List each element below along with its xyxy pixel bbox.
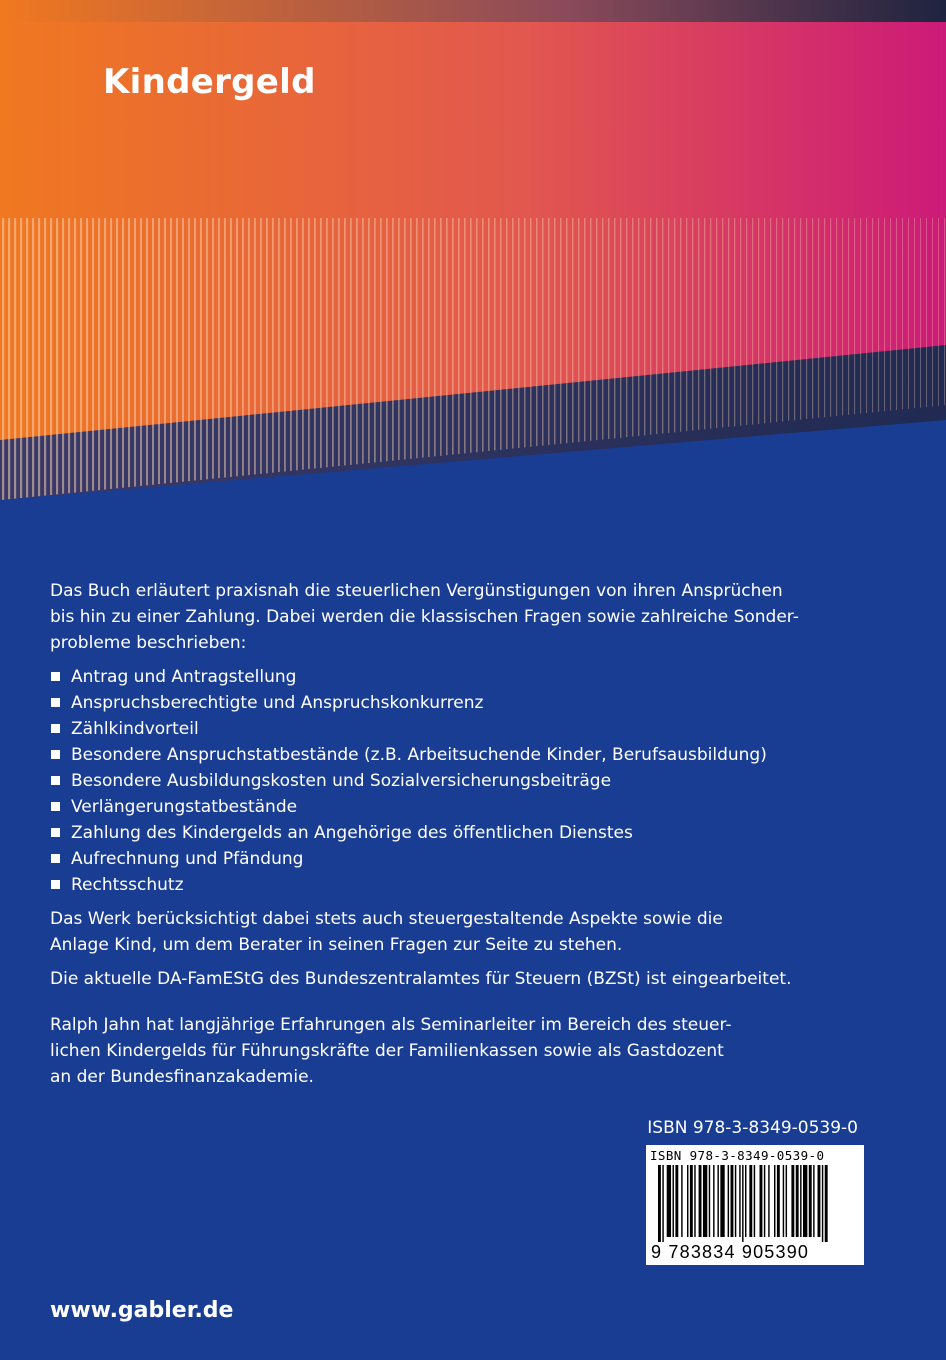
stripe-line bbox=[590, 218, 591, 441]
barcode bbox=[646, 1145, 864, 1265]
stripe-line bbox=[170, 218, 172, 483]
stripe-line bbox=[620, 218, 621, 438]
paragraph-anlage-kind: Das Werk berücksichtigt dabei stets auch steuergestaltende Aspekte sowie die Anlage Kind, um dem Berater in seinen Fragen zur Seite zu stehen. bbox=[50, 909, 723, 955]
barcode-bar bbox=[739, 1165, 740, 1237]
stripe-line bbox=[656, 218, 657, 434]
stripe-line bbox=[794, 218, 795, 420]
stripe-line bbox=[614, 218, 615, 438]
stripe-line bbox=[824, 218, 825, 417]
stripe-line bbox=[38, 218, 40, 496]
stripe-line bbox=[374, 218, 376, 462]
stripe-line bbox=[650, 218, 651, 435]
barcode-bar bbox=[742, 1165, 743, 1243]
stripe-line bbox=[266, 218, 268, 473]
barcode-bar bbox=[667, 1165, 671, 1237]
stripe-line bbox=[692, 218, 693, 431]
stripe-line bbox=[764, 218, 765, 423]
stripe-line bbox=[674, 218, 675, 432]
stripe-line bbox=[788, 218, 789, 421]
barcode-bar bbox=[735, 1165, 736, 1237]
stripe-line bbox=[926, 218, 927, 407]
barcode-isbn-text: ISBN 978-3-8349-0539-0 bbox=[650, 1148, 825, 1163]
stripe-line bbox=[164, 218, 166, 484]
barcode-bar bbox=[694, 1165, 695, 1237]
list-item: Rechtsschutz bbox=[50, 872, 870, 898]
stripe-line bbox=[914, 218, 915, 408]
stripe-line bbox=[338, 218, 340, 466]
stripe-line bbox=[944, 218, 945, 405]
stripe-line bbox=[812, 218, 813, 418]
stripe-line bbox=[806, 218, 807, 419]
barcode-bar bbox=[681, 1165, 682, 1237]
bullet-square-icon bbox=[51, 672, 60, 681]
stripe-line bbox=[128, 218, 130, 487]
stripe-line bbox=[932, 218, 933, 406]
stripe-line bbox=[404, 218, 406, 459]
stripe-line bbox=[380, 218, 382, 462]
stripe-line bbox=[110, 218, 112, 489]
barcode-bar bbox=[786, 1165, 787, 1237]
stripe-line bbox=[14, 218, 16, 499]
stripe-line bbox=[836, 218, 837, 416]
stripe-line bbox=[290, 218, 292, 471]
stripe-line bbox=[908, 218, 909, 409]
stripe-line bbox=[740, 218, 741, 426]
isbn-label: ISBN 978-3-8349-0539-0 bbox=[647, 1118, 858, 1138]
stripe-line bbox=[938, 218, 939, 406]
barcode-bar bbox=[768, 1165, 769, 1237]
stripe-line bbox=[866, 218, 867, 413]
stripe-line bbox=[8, 218, 10, 499]
stripe-line bbox=[704, 218, 705, 429]
stripe-line bbox=[584, 218, 585, 441]
stripe-line bbox=[230, 218, 232, 477]
stripe-line bbox=[752, 218, 753, 424]
stripe-line bbox=[842, 218, 843, 415]
stripe-line bbox=[320, 218, 322, 468]
stripe-line bbox=[470, 218, 472, 453]
stripe-line bbox=[194, 218, 196, 481]
stripe-line bbox=[554, 218, 555, 444]
barcode-bar bbox=[745, 1165, 746, 1237]
stripe-line bbox=[662, 218, 663, 434]
stripe-line bbox=[758, 218, 759, 424]
barcode-bar bbox=[703, 1165, 707, 1237]
stripe-line bbox=[686, 218, 687, 431]
stripe-line bbox=[248, 218, 250, 475]
barcode-bar bbox=[809, 1165, 812, 1237]
stripe-line bbox=[632, 218, 633, 437]
stripe-line bbox=[44, 218, 46, 496]
stripe-line bbox=[272, 218, 274, 473]
barcode-bar bbox=[754, 1165, 755, 1237]
stripe-line bbox=[776, 218, 777, 422]
stripe-line bbox=[350, 218, 352, 465]
bullet-square-icon bbox=[51, 880, 60, 889]
stripe-line bbox=[92, 218, 94, 491]
barcode-bar bbox=[709, 1165, 710, 1237]
barcode-bar bbox=[764, 1165, 765, 1237]
stripe-line bbox=[326, 218, 328, 467]
stripe-line bbox=[890, 218, 891, 411]
stripe-line bbox=[506, 218, 508, 449]
stripe-line bbox=[188, 218, 190, 481]
stripe-line bbox=[884, 218, 885, 411]
stripe-line bbox=[668, 218, 669, 433]
stripe-line bbox=[578, 218, 579, 442]
barcode-digits: 9 783834 905390 bbox=[651, 1242, 861, 1263]
stripe-line bbox=[68, 218, 70, 493]
barcode-bar bbox=[690, 1165, 693, 1237]
stripe-line bbox=[260, 218, 262, 474]
stripe-line bbox=[332, 218, 334, 467]
stripe-line bbox=[860, 218, 861, 414]
barcode-bar bbox=[675, 1165, 678, 1237]
stripe-line bbox=[56, 218, 58, 494]
barcode-bar bbox=[813, 1165, 814, 1237]
stripe-line bbox=[596, 218, 597, 440]
stripe-line bbox=[314, 218, 316, 468]
stripe-line bbox=[548, 218, 550, 445]
stripe-line bbox=[422, 218, 424, 458]
stripe-line bbox=[284, 218, 286, 471]
barcode-bars bbox=[646, 1165, 864, 1243]
stripe-line bbox=[440, 218, 442, 456]
list-item: Aufrechnung und Pfändung bbox=[50, 846, 870, 872]
barcode-bar bbox=[818, 1165, 821, 1237]
stripe-line bbox=[446, 218, 448, 455]
barcode-bar bbox=[774, 1165, 775, 1237]
stripe-line bbox=[134, 218, 136, 487]
stripe-line bbox=[848, 218, 849, 415]
barcode-bar bbox=[713, 1165, 714, 1237]
stripe-line bbox=[800, 218, 801, 420]
barcode-bar bbox=[777, 1165, 780, 1237]
stripe-line bbox=[206, 218, 208, 479]
barcode-bar bbox=[749, 1165, 752, 1237]
stripe-line bbox=[428, 218, 430, 457]
stripe-line bbox=[398, 218, 400, 460]
stripe-line bbox=[920, 218, 921, 408]
barcode-bar bbox=[731, 1165, 734, 1237]
barcode-bar bbox=[796, 1165, 799, 1237]
stripe-line bbox=[698, 218, 699, 430]
stripe-line bbox=[176, 218, 178, 482]
stripe-line bbox=[104, 218, 106, 490]
stripe-line bbox=[734, 218, 735, 426]
stripe-line bbox=[86, 218, 88, 491]
list-item: Verlängerungstatbestände bbox=[50, 794, 870, 820]
stripe-line bbox=[308, 218, 310, 469]
stripe-line bbox=[830, 218, 831, 417]
stripe-line bbox=[296, 218, 298, 470]
list-item: Zählkindvorteil bbox=[50, 716, 870, 742]
stripe-line bbox=[530, 218, 532, 447]
book-title: Kindergeld bbox=[103, 62, 316, 102]
list-item: Zahlung des Kindergelds an Angehörige des öffentlichen Dienstes bbox=[50, 820, 870, 846]
barcode-bar bbox=[728, 1165, 729, 1237]
stripe-line bbox=[566, 218, 567, 443]
stripe-line bbox=[902, 218, 903, 409]
stripe-line bbox=[200, 218, 202, 480]
stripe-line bbox=[50, 218, 52, 495]
stripe-line bbox=[710, 218, 711, 429]
stripe-line bbox=[896, 218, 897, 410]
stripe-line bbox=[476, 218, 478, 452]
publisher-website: www.gabler.de bbox=[50, 1298, 234, 1323]
stripe-line bbox=[644, 218, 645, 435]
stripe-line bbox=[212, 218, 214, 479]
barcode-bar bbox=[803, 1165, 807, 1237]
stripe-line bbox=[32, 218, 34, 497]
stripe-line bbox=[500, 218, 502, 450]
bullet-square-icon bbox=[51, 698, 60, 707]
stripe-line bbox=[368, 218, 370, 463]
stripe-line bbox=[344, 218, 346, 465]
stripe-line bbox=[434, 218, 436, 456]
bullet-square-icon bbox=[51, 724, 60, 733]
stripe-line bbox=[524, 218, 526, 447]
stripe-line bbox=[488, 218, 490, 451]
stripe-line bbox=[236, 218, 238, 476]
stripe-line bbox=[608, 218, 609, 439]
stripe-line bbox=[410, 218, 412, 459]
barcode-bar bbox=[760, 1165, 763, 1237]
stripe-line bbox=[728, 218, 729, 427]
stripe-line bbox=[158, 218, 160, 484]
stripe-line bbox=[536, 218, 538, 446]
stripe-line bbox=[392, 218, 394, 461]
stripe-line bbox=[872, 218, 873, 412]
stripe-line bbox=[458, 218, 460, 454]
stripe-line bbox=[452, 218, 454, 455]
barcode-bar bbox=[662, 1165, 663, 1243]
stripe-line bbox=[26, 218, 28, 497]
list-item: Antrag und Antragstellung bbox=[50, 664, 870, 690]
stripe-line bbox=[464, 218, 466, 453]
stripe-line bbox=[494, 218, 496, 450]
author-bio: Ralph Jahn hat langjährige Erfahrungen als Seminarleiter im Bereich des steuer- lichen Kindergelds für Führungskräfte der Familienkassen sowie als Gastdozent an der Bundesfinanzakademie. bbox=[50, 1015, 732, 1087]
paragraph-bzst: Die aktuelle DA-FamEStG des Bundeszentralamtes für Steuern (BZSt) ist eingearbeitet. bbox=[50, 969, 792, 989]
stripe-line bbox=[572, 218, 573, 443]
stripe-line bbox=[182, 218, 184, 482]
stripe-line bbox=[278, 218, 280, 472]
stripe-line bbox=[770, 218, 771, 423]
list-item: Besondere Anspruchstatbestände (z.B. Arbeitsuchende Kinder, Berufsausbildung) bbox=[50, 742, 870, 768]
stripe-line bbox=[416, 218, 418, 458]
stripe-line bbox=[746, 218, 747, 425]
barcode-bar bbox=[720, 1165, 724, 1237]
stripe-line bbox=[626, 218, 627, 437]
barcode-bar bbox=[699, 1165, 702, 1237]
bullet-square-icon bbox=[51, 828, 60, 837]
description-block bbox=[50, 578, 870, 1090]
stripe-line bbox=[716, 218, 717, 428]
bullet-square-icon bbox=[51, 854, 60, 863]
stripe-line bbox=[386, 218, 388, 461]
stripe-line bbox=[98, 218, 100, 490]
stripe-line bbox=[560, 218, 561, 444]
stripe-line bbox=[542, 218, 544, 446]
barcode-bar bbox=[673, 1165, 674, 1237]
stripe-line bbox=[2, 218, 4, 500]
stripe-line bbox=[356, 218, 358, 464]
stripe-line bbox=[152, 218, 154, 485]
stripe-line bbox=[362, 218, 364, 464]
barcode-bar bbox=[791, 1165, 794, 1237]
stripe-line bbox=[302, 218, 304, 470]
stripe-line bbox=[242, 218, 244, 476]
stripe-line bbox=[722, 218, 723, 427]
list-item: Besondere Ausbildungskosten und Sozialversicherungsbeiträge bbox=[50, 768, 870, 794]
stripe-line bbox=[62, 218, 64, 494]
stripe-line bbox=[122, 218, 124, 488]
stripe-line bbox=[854, 218, 855, 414]
stripe-line bbox=[20, 218, 22, 498]
bullet-square-icon bbox=[51, 802, 60, 811]
stripe-line bbox=[80, 218, 82, 492]
barcode-bar bbox=[717, 1165, 718, 1237]
stripe-line bbox=[146, 218, 148, 485]
barcode-bar bbox=[783, 1165, 784, 1237]
stripe-line bbox=[782, 218, 783, 421]
topic-list bbox=[50, 664, 870, 898]
stripe-line bbox=[116, 218, 118, 488]
stripe-line bbox=[218, 218, 220, 478]
barcode-bar bbox=[800, 1165, 801, 1237]
stripe-line bbox=[482, 218, 484, 452]
stripe-line bbox=[602, 218, 603, 440]
stripe-line bbox=[638, 218, 639, 436]
barcode-bar bbox=[822, 1165, 823, 1243]
intro-paragraph: Das Buch erläutert praxisnah die steuerlichen Vergünstigungen von ihren Ansprüchen bis hin zu einer Zahlung. Dabei werden die klassischen Fragen sowie zahlreiche Sonder- probleme beschrieben: bbox=[50, 581, 799, 653]
barcode-bar bbox=[825, 1165, 828, 1243]
stripe-line bbox=[74, 218, 76, 493]
stripe-line bbox=[518, 218, 520, 448]
stripe-line bbox=[140, 218, 142, 486]
barcode-bar bbox=[687, 1165, 688, 1237]
bullet-square-icon bbox=[51, 776, 60, 785]
stripe-line bbox=[512, 218, 514, 449]
stripe-line bbox=[224, 218, 226, 478]
stripe-line bbox=[878, 218, 879, 412]
stripe-line bbox=[818, 218, 819, 418]
barcode-bar bbox=[658, 1165, 661, 1243]
bullet-square-icon bbox=[51, 750, 60, 759]
stripe-line bbox=[680, 218, 681, 432]
stripe-line bbox=[254, 218, 256, 474]
list-item: Anspruchsberechtigte und Anspruchskonkurrenz bbox=[50, 690, 870, 716]
